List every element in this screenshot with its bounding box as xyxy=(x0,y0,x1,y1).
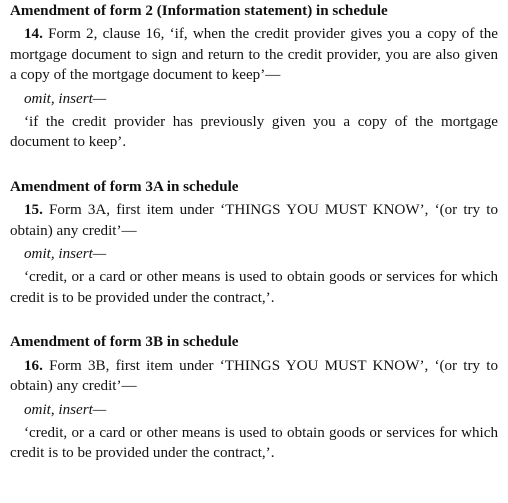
clause-number: 16. xyxy=(24,357,43,374)
inserted-text: ‘credit, or a card or other means is used to obtain goods or services for which credit is to be provided under the contract,’. xyxy=(10,424,498,462)
clause-text: Form 2, clause 16, ‘if, when the credit provider gives you a copy of the mortgage document to sign and return to the credit provider, you are also given a copy of the mortgage document to keep’— xyxy=(10,26,498,84)
clause-text: Form 3A, first item under ‘THINGS YOU MUST KNOW’, ‘(or try to obtain) any credit’— xyxy=(10,202,498,239)
section-heading: Amendment of form 3B in schedule xyxy=(10,334,239,351)
section-heading: Amendment of form 3A in schedule xyxy=(10,178,239,195)
amendment-section-form-3a xyxy=(10,177,498,308)
clause-number: 14. xyxy=(24,26,43,43)
amendment-section-form-3b xyxy=(10,332,498,463)
omit-insert-instruction: omit, insert— xyxy=(24,401,107,418)
clause-text: Form 3B, first item under ‘THINGS YOU MUST KNOW’, ‘(or try to obtain) any credit’— xyxy=(10,357,498,395)
inserted-text: ‘if the credit provider has previously given you a copy of the mortgage document to keep’. xyxy=(10,114,498,151)
clause-paragraph xyxy=(10,356,498,397)
clause-paragraph xyxy=(10,200,498,241)
inserted-text: ‘credit, or a card or other means is used to obtain goods or services for which credit is to be provided under the contract,’. xyxy=(10,269,498,306)
clause-number: 15. xyxy=(24,202,43,219)
omit-insert-instruction: omit, insert— xyxy=(24,246,107,263)
section-heading: Amendment of form 2 (Information statement) in schedule xyxy=(10,3,388,19)
clause-paragraph xyxy=(10,24,498,85)
omit-insert-instruction: omit, insert— xyxy=(24,90,107,107)
amendment-section-form-2 xyxy=(10,1,498,153)
